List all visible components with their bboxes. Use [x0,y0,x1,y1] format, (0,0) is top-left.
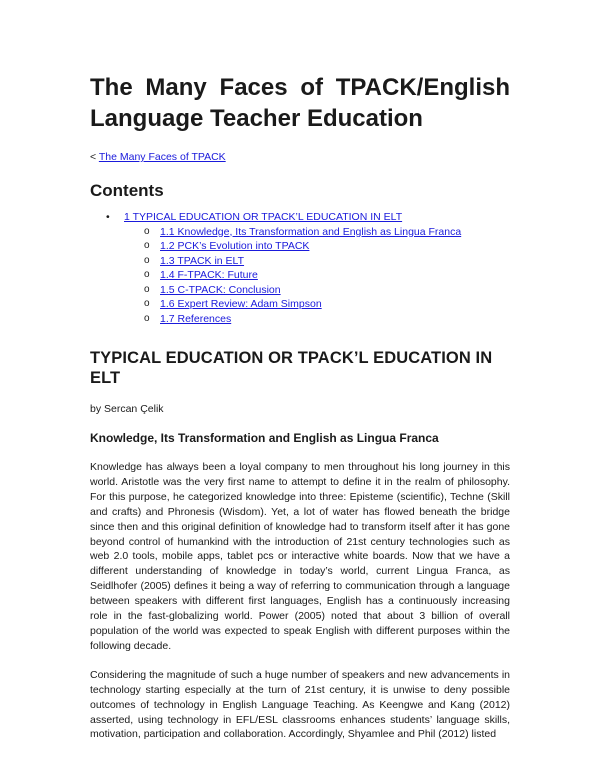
back-link-prefix: < [90,151,99,163]
toc-sub-bullet: o [144,283,150,295]
toc-subitem [90,225,510,240]
toc-link-1-7[interactable]: 1.7 References [160,312,232,325]
contents-heading: Contents [90,181,164,200]
page-title [90,72,510,134]
toc-subitem [90,239,510,254]
body-paragraph-1: Knowledge has always been a loyal company to men throughout his long journey in this world. Aristotle was the very first name to attempt to define it in the realm of philosophy. For this purpose, he categorized knowledge into three: Episteme (scientific), Techne (Skill and crafts) and Phronesis (Wisdom). Yet, a lot of water has flowed beneath the bridge since then and this original definition of knowledge had to transform itself after it has gone beyond control of humankind with the introduction of 21st century technologies such as web 2.0 tools, mobile apps, tablet pcs or interactive white boards. Now that we have a different understanding of knowledge in today’s world, current Lingua Franca, as Seidlhofer (2005) defines it being a way of referring to communication through a language between speakers with different first languages, English has a continuously increasing role in the fast-globalizing world. Power (2005) noted that about 3 billion of overall population of the world was expected to speak English with different purposes within the following decade. [90,461,510,652]
page-title-line-1: The Many Faces of TPACK/English [90,74,510,101]
toc-link-1-6[interactable]: 1.6 Expert Review: Adam Simpson [160,298,322,310]
toc-subitem [90,283,510,298]
toc-item [90,210,510,225]
toc-link-1-2[interactable]: 1.2 PCK’s Evolution into TPACK [160,240,310,252]
toc-link-1-5[interactable]: 1.5 C-TPACK: Conclusion [160,283,281,296]
body-paragraph-2: Considering the magnitude of such a huge number of speakers and new advancements in technology starting especially at the turn of 21st century, it is unwise to deny possible outcomes of technology in English Language Teaching. As Keengwe and Kang (2012) asserted, using technology in EFL/ESL classrooms enhances students’ language skills, motivation, participation and collaboration. Accordingly, Shyamlee and Phil (2012) listed [90,668,510,741]
toc-link-1-3[interactable]: 1.3 TPACK in ELT [160,254,245,267]
byline: by Sercan Çelik [90,403,164,415]
table-of-contents [90,210,510,326]
toc-link-1-4[interactable]: 1.4 F-TPACK: Future [160,269,258,281]
toc-subitem [90,297,510,312]
toc-link-1-1[interactable]: 1.1 Knowledge, Its Transformation and English as Lingua Franca [160,225,462,238]
toc-sub-bullet: o [144,269,150,280]
section-heading: TYPICAL EDUCATION OR TPACK’L EDUCATION IN ELT [90,349,493,387]
back-link[interactable]: The Many Faces of TPACK [98,151,226,163]
toc-link-1[interactable]: 1 TYPICAL EDUCATION OR TPACK’L EDUCATION IN ELT [124,211,403,223]
subsection-heading: Knowledge, Its Transformation and English as Lingua Franca [90,431,439,445]
back-link-row [90,150,510,164]
toc-sub-bullet: o [144,312,150,324]
toc-sub-bullet: o [144,254,150,266]
toc-sub-bullet: o [144,225,150,237]
document-page [90,0,510,753]
toc-bullet: • [106,211,110,223]
page-title-line-2: Language Teacher Education [90,105,423,132]
toc-subitem [90,254,510,269]
toc-sub-bullet: o [144,240,150,251]
toc-sub-bullet: o [144,298,150,309]
toc-subitem [90,268,510,283]
toc-subitem [90,312,510,327]
